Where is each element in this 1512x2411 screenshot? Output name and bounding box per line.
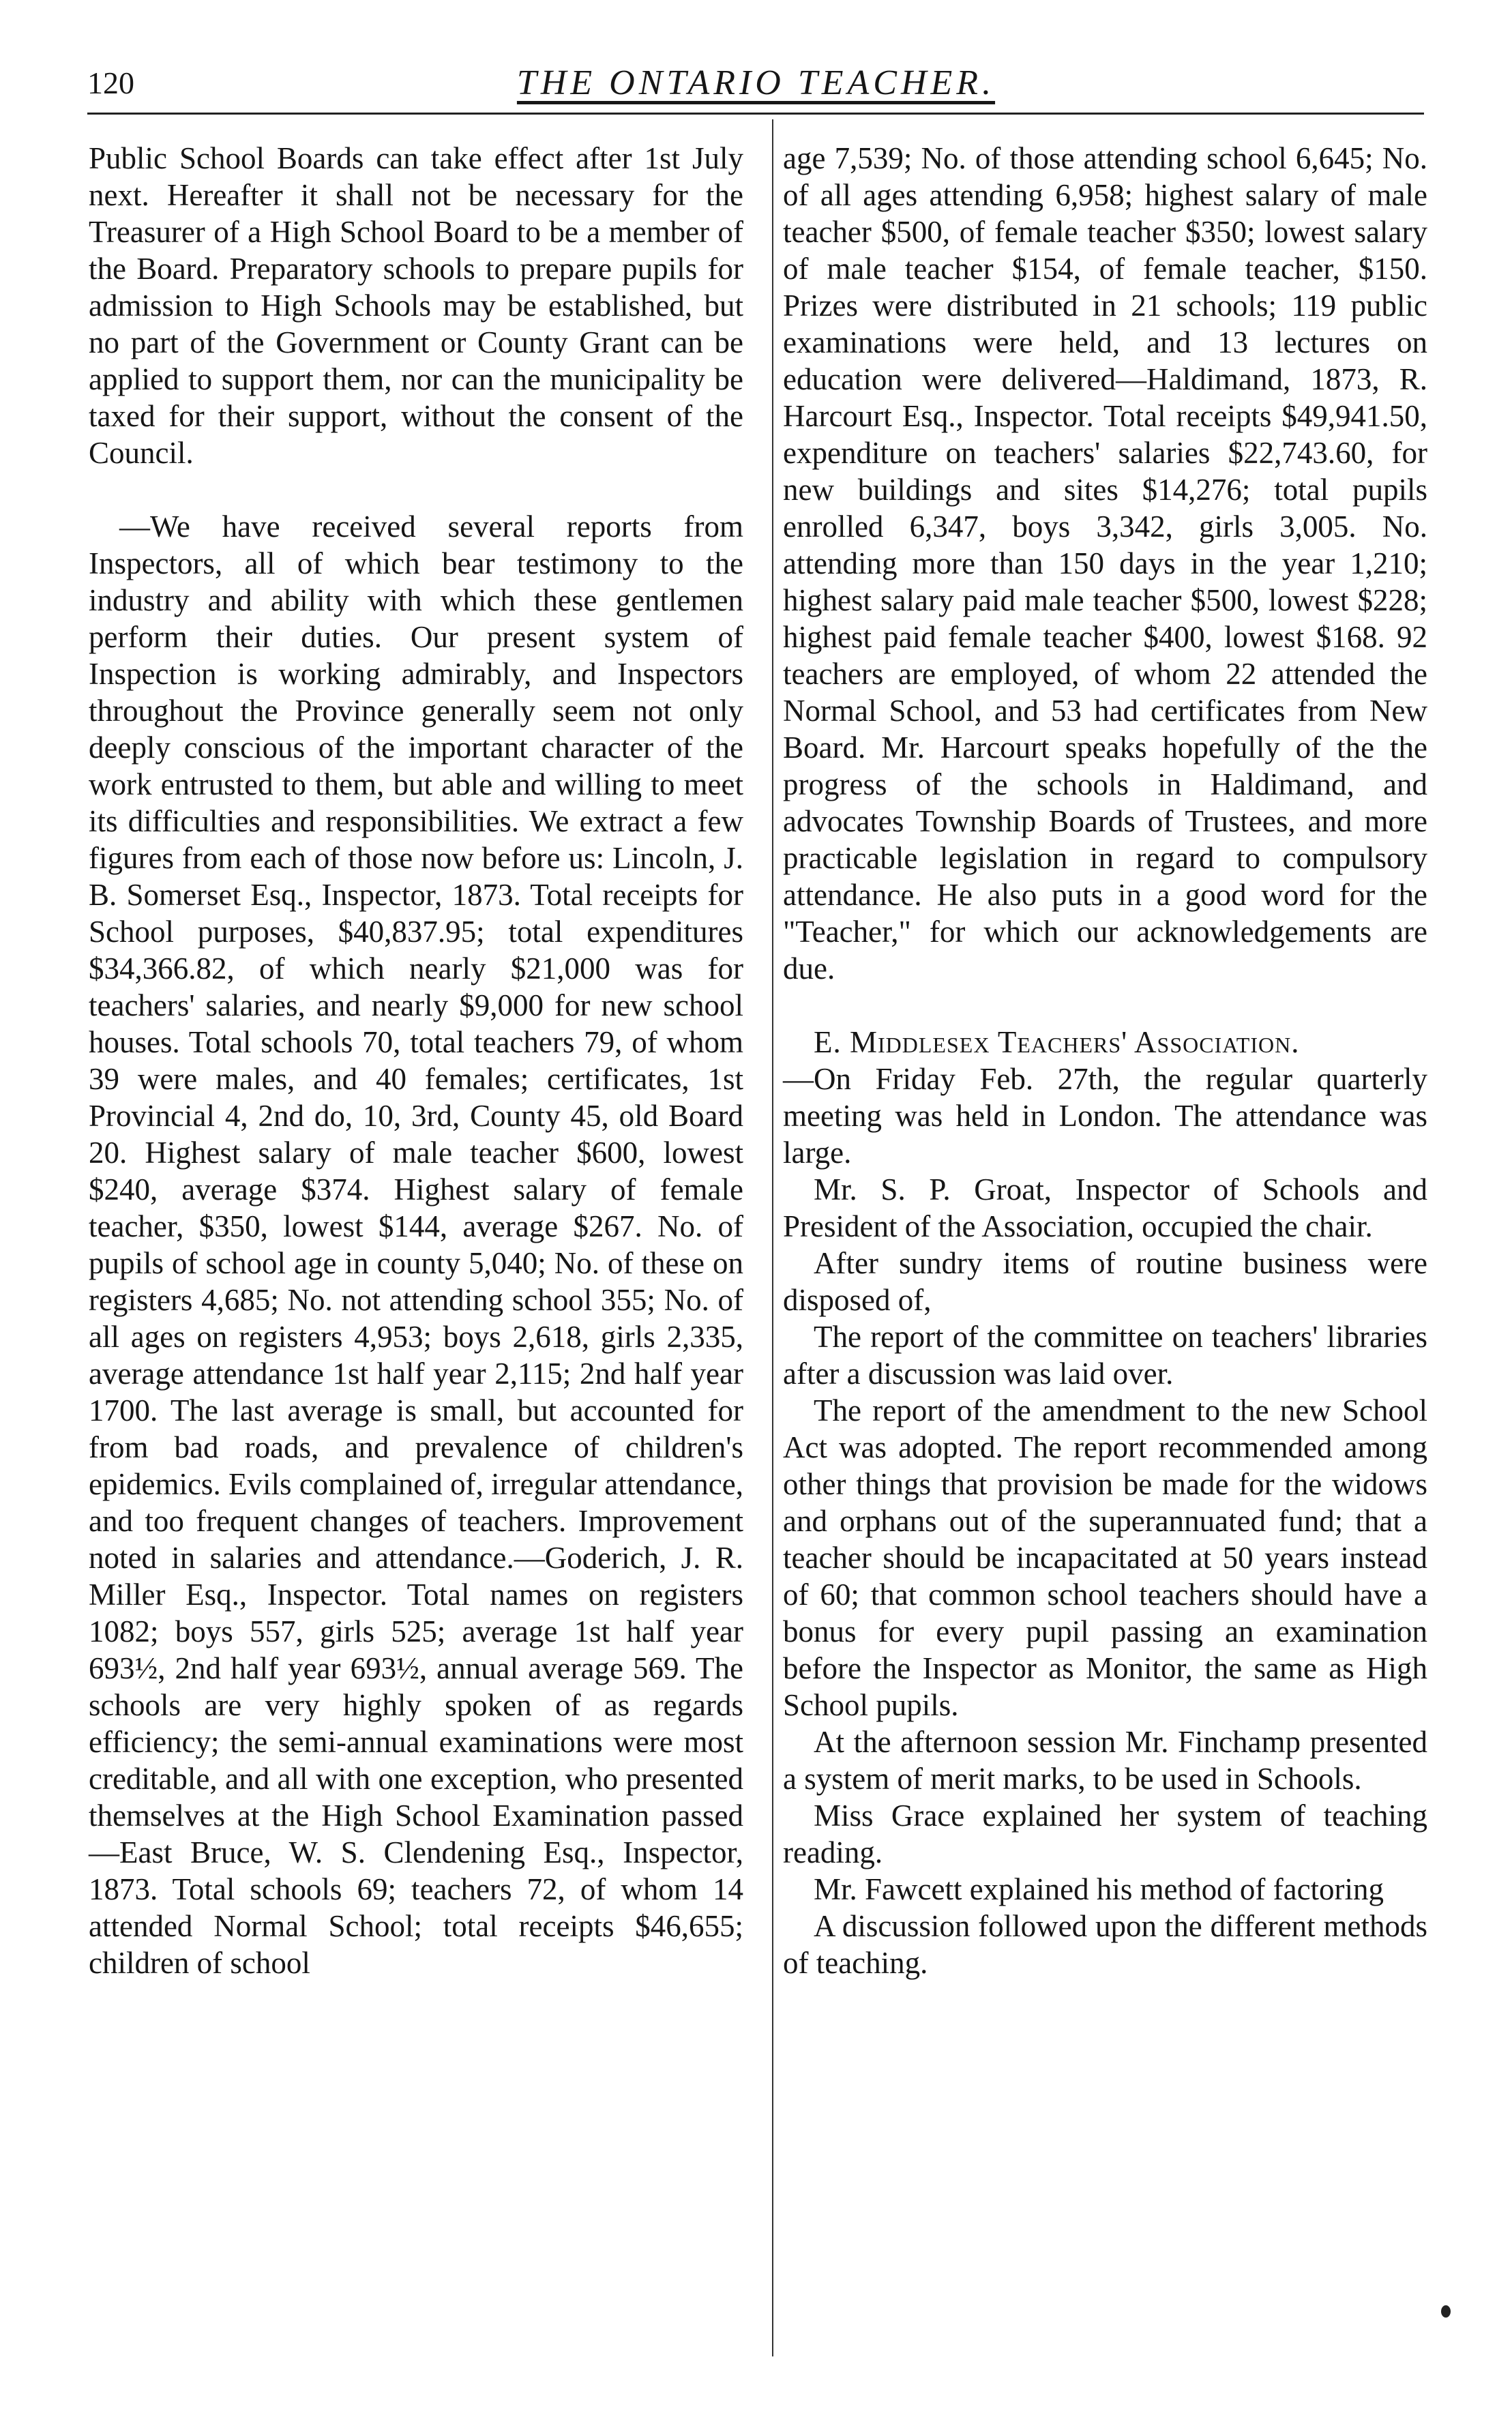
section-heading: E. Middlesex Teachers' Association. [814, 1025, 1300, 1059]
paragraph: The report of the committee on teachers' libraries after a discussion was laid over. [783, 1320, 1427, 1391]
paragraph: Public School Boards can take effect after 1st July next. Hereafter it shall not be necessary for the Treasurer of a High School Board to be a member of the Board. Preparatory schools to prepare pupils for admission to High Schools may be established, but no part of the Government or County Grant can be applied to support them, nor can the municipality be taxed for their support, without the consent of the Council. [89, 141, 743, 470]
paragraph: —We have received several reports from Inspectors, all of which bear testimony to the industry and ability with which these gentlemen perform their duties. Our present system of Inspection is working admirably, and Inspectors throughout the Province generally seem not only deeply conscious of the important character of the work entrusted to them, but able and willing to meet its difficulties and responsibilities. We extract a few figures from each of those now before us: Lincoln, J. B. Somerset Esq., Inspector, 1873. Total receipts for School purposes, $40,837.95; total expenditures $34,366.82, of which nearly $21,000 was for teachers' salaries, and nearly $9,000 for new school houses. Total schools 70, total teachers 79, of whom 39 were males, and 40 females; certificates, 1st Provincial 4, 2nd do, 10, 3rd, County 45, old Board 20. Highest salary of male teacher $600, lowest $240, average $374. Highest salary of female teacher, $350, lowest $144, average $267. No. of pupils of school age in county 5,040; No. of these on registers 4,685; No. not attending school 355; No. of all ages on registers 4,953; boys 2,618, girls 2,335, average attendance 1st half year 2,115; 2nd half year 1700. The last average is small, but accounted for from bad roads, and prevalence of children's epidemics. Evils complained of, irregular attendance, and too frequent changes of teachers. Improvement noted in salaries and attendance.—Goderich, J. R. Miller Esq., Inspector. Total names on registers 1082; boys 557, girls 525; average 1st half year 693½, 2nd half year 693½, annual average 569. The schools are very highly spoken of as regards efficiency; the semi-annual examinations were most creditable, and all with one exception, who presented themselves at the High School Examination passed—East Bruce, W. S. Clendening Esq., Inspector, 1873. Total schools 69; teachers 72, of whom 14 attended Normal School; total receipts $46,655; children of school [89, 509, 743, 1980]
header-rule [87, 113, 1424, 115]
paragraph: Miss Grace explained her system of teaching reading. [783, 1799, 1427, 1869]
running-title: THE ONTARIO TEACHER. [516, 63, 996, 102]
right-column [783, 140, 1427, 1981]
page-number: 120 [87, 65, 134, 100]
paragraph: age 7,539; No. of those attending school 6,645; No. of all ages attending 6,958; highest salary of male teacher $500, of female teacher $350; lowest salary of male teacher $154, of female teacher, $150. Prizes were distributed in 21 schools; 119 public examinations were held, and 13 lectures on education were delivered—Haldimand, 1873, R. Harcourt Esq., Inspector. Total receipts $49,941.50, expenditure on teachers' salaries $22,743.60, for new buildings and sites $14,276; total pupils enrolled 6,347, boys 3,342, girls 3,005. No. attending more than 150 days in the year 1,210; highest salary paid male teacher $500, lowest $228; highest paid female teacher $400, lowest $168. 92 teachers are employed, of whom 22 attended the Normal School, and 53 had certificates from New Board. Mr. Harcourt speaks hopefully of the the progress of the schools in Haldimand, and advocates Township Boards of Trustees, and more practicable legislation in regard to compulsory attendance. He also puts in a good word for the "Teacher," for which our acknowledgements are due. [783, 141, 1427, 986]
paragraph: Mr. Fawcett explained his method of factoring [814, 1872, 1384, 1906]
page-header [0, 49, 1512, 117]
paragraph: —On Friday Feb. 27th, the regular quarterly meeting was held in London. The attendance was large. [783, 1062, 1427, 1170]
paragraph: Mr. S. P. Groat, Inspector of Schools and President of the Association, occupied the chair. [783, 1172, 1427, 1243]
paragraph: A discussion followed upon the different methods of teaching. [783, 1909, 1427, 1980]
left-column [89, 140, 743, 1981]
ink-dot [1441, 2305, 1451, 2318]
column-divider [772, 119, 773, 2356]
section-heading-paragraph [783, 1024, 1427, 1061]
paragraph: At the afternoon session Mr. Finchamp presented a system of merit marks, to be used in Schools. [783, 1725, 1427, 1796]
paragraph: The report of the amendment to the new School Act was adopted. The report recommended among other things that provision be made for the widows and orphans out of the superannuated fund; that a teacher should be incapacitated at 50 years instead of 60; that common school teachers should have a bonus for every pupil passing an examination before the Inspector as Monitor, the same as High School pupils. [783, 1393, 1427, 1722]
paragraph: After sundry items of routine business were disposed of, [783, 1246, 1427, 1317]
